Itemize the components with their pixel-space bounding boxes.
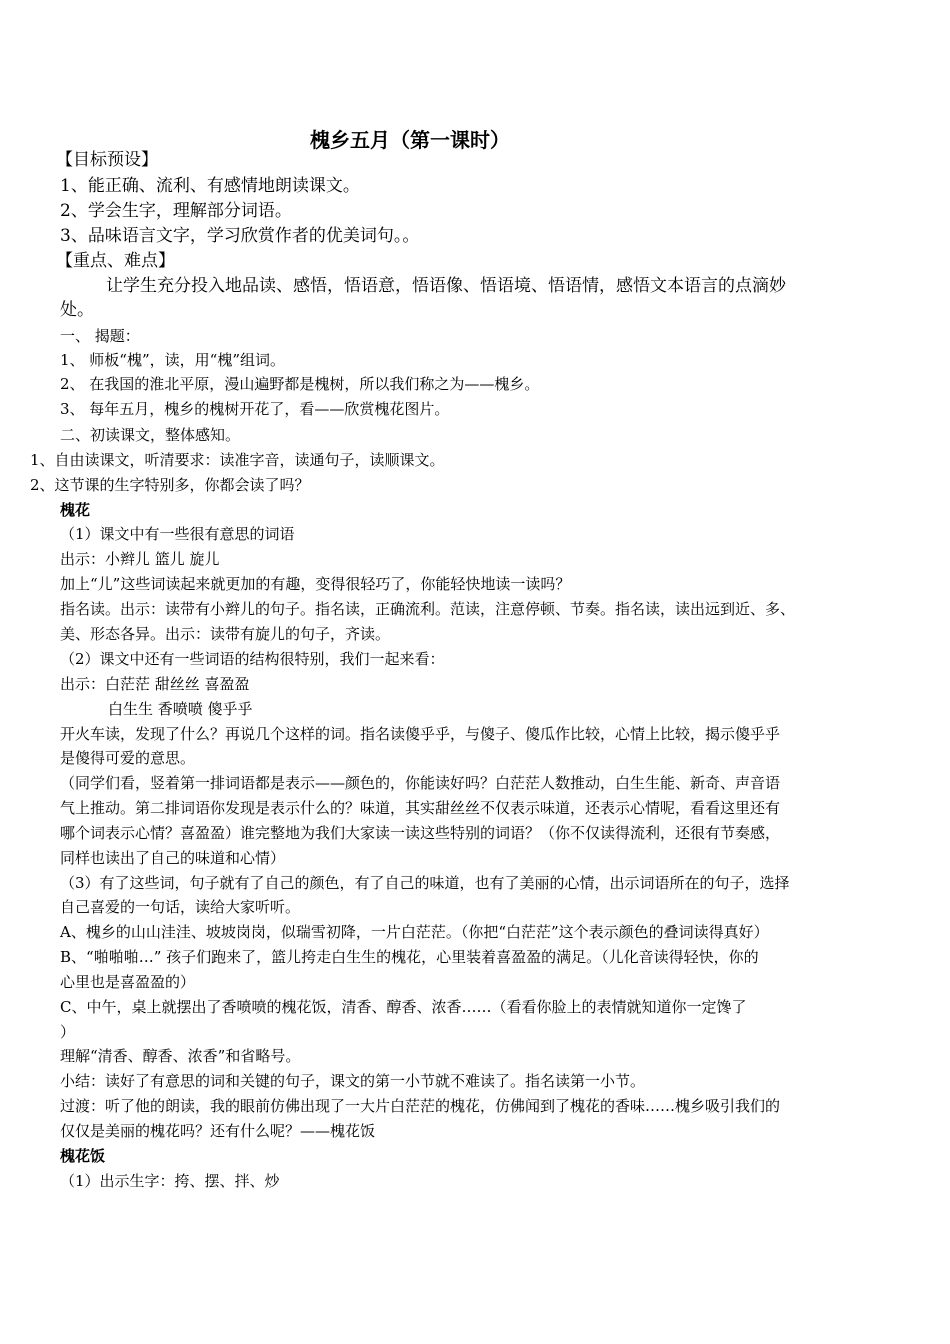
paragraph-line: 小结：读好了有意思的词和关键的句子，课文的第一小节就不难读了。指名读第一小节。: [60, 1072, 646, 1090]
paragraph-line: 心里也是喜盈盈的）: [60, 973, 196, 991]
paragraph-line: （1）课文中有一些很有意思的词语: [60, 525, 295, 543]
paragraph-line: （同学们看，竖着第一排词语都是表示——颜色的，你能读好吗？白茫茫人数推动，白生生能、新奇、声音语: [60, 774, 781, 792]
paragraph-line: 出示：白茫茫 甜丝丝 喜盈盈: [60, 675, 250, 693]
goals-heading: 【目标预设】: [56, 150, 158, 170]
paragraph-line: 开火车读，发现了什么？再说几个这样的词。指名读傻乎乎，与傻子、傻瓜作比较，心情上比较，揭示傻乎乎: [60, 725, 781, 743]
section-heading: 一、 揭题：: [60, 327, 140, 345]
paragraph-line: C、中午，桌上就摆出了香喷喷的槐花饭，清香、醇香、浓香……（看看你脸上的表情就知道你一定馋了: [60, 998, 747, 1016]
section-heading: 二、初读课文，整体感知。: [60, 426, 241, 444]
goal-item: 1、能正确、流利、有感情地朗读课文。: [60, 176, 360, 196]
paragraph-line: 理解“清香、醇香、浓香”和省略号。: [60, 1047, 301, 1065]
paragraph-line: 自己喜爱的一句话，读给大家听听。: [60, 898, 301, 916]
paragraph-line: 指名读。出示：读带有小辫儿的句子。指名读，正确流利。范读，注意停顿、节奏。指名读，读出远到近、多、: [60, 600, 796, 618]
paragraph-line: 同样也读出了自己的味道和心情）: [60, 849, 286, 867]
paragraph-line: 白生生 香喷喷 傻乎乎: [108, 700, 253, 718]
focus-text: 处。: [60, 300, 94, 320]
paragraph-line: ）: [60, 1023, 76, 1041]
list-item: 1、 师板“槐”，读，用“槐”组词。: [60, 351, 285, 369]
goal-item: 3、品味语言文字，学习欣赏作者的优美词句。。: [60, 226, 420, 246]
focus-text: 让学生充分投入地品读、感悟，悟语意，悟语像、悟语境、悟语情，感悟文本语言的点滴妙: [106, 276, 786, 296]
paragraph-line: B、“啪啪啪…” 孩子们跑来了，篮儿挎走白生生的槐花，心里装着喜盈盈的满足。（儿化音读得轻快，你的: [60, 948, 759, 966]
list-item: 2、 在我国的淮北平原，漫山遍野都是槐树，所以我们称之为——槐乡。: [60, 375, 540, 393]
paragraph-line: 仅仅是美丽的槐花吗？还有什么呢？——槐花饭: [60, 1122, 376, 1140]
subsection-heading: 槐花饭: [60, 1147, 106, 1165]
paragraph-line: （1）出示生字：挎、摆、拌、炒: [60, 1172, 280, 1190]
paragraph-line: 出示：小辫儿 篮儿 旋儿: [60, 550, 220, 568]
paragraph-line: （3）有了这些词，句子就有了自己的颜色，有了自己的味道，也有了美丽的心情，出示词语所在的句子，选择: [60, 874, 790, 892]
subsection-heading: 槐花: [60, 501, 91, 519]
list-item: 1、自由读课文，听清要求：读准字音，读通句子，读顺课文。: [30, 451, 445, 469]
page-title: 槐乡五月（第一课时）: [310, 128, 510, 152]
goal-item: 2、学会生字，理解部分词语。: [60, 201, 292, 221]
paragraph-line: 加上“儿”这些词读起来就更加的有趣，变得很轻巧了，你能轻快地读一读吗？: [60, 575, 571, 593]
paragraph-line: 哪个词表示心情？喜盈盈）谁完整地为我们大家读一读这些特别的词语？（你不仅读得流利，还很有节奏感，: [60, 824, 781, 842]
paragraph-line: 气上推动。第二排词语你发现是表示什么的？味道，其实甜丝丝不仅表示味道，还表示心情呢，看看这里还有: [60, 799, 781, 817]
focus-heading: 【重点、难点】: [56, 251, 175, 271]
paragraph-line: 美、形态各异。出示：读带有旋儿的句子，齐读。: [60, 625, 391, 643]
paragraph-line: 过渡：听了他的朗读，我的眼前仿佛出现了一大片白茫茫的槐花，仿佛闻到了槐花的香味……槐乡吸引我们的: [60, 1097, 781, 1115]
list-item: 2、这节课的生字特别多，你都会读了吗？: [30, 476, 310, 494]
list-item: 3、 每年五月，槐乡的槐树开花了，看——欣赏槐花图片。: [60, 400, 450, 418]
paragraph-line: A、槐乡的山山洼洼、坡坡岗岗，似瑞雪初降，一片白茫茫。（你把“白茫茫”这个表示颜色的叠词读得真好）: [60, 923, 769, 941]
paragraph-line: 是傻得可爱的意思。: [60, 749, 196, 767]
paragraph-line: （2）课文中还有一些词语的结构很特别，我们一起来看：: [60, 650, 445, 668]
